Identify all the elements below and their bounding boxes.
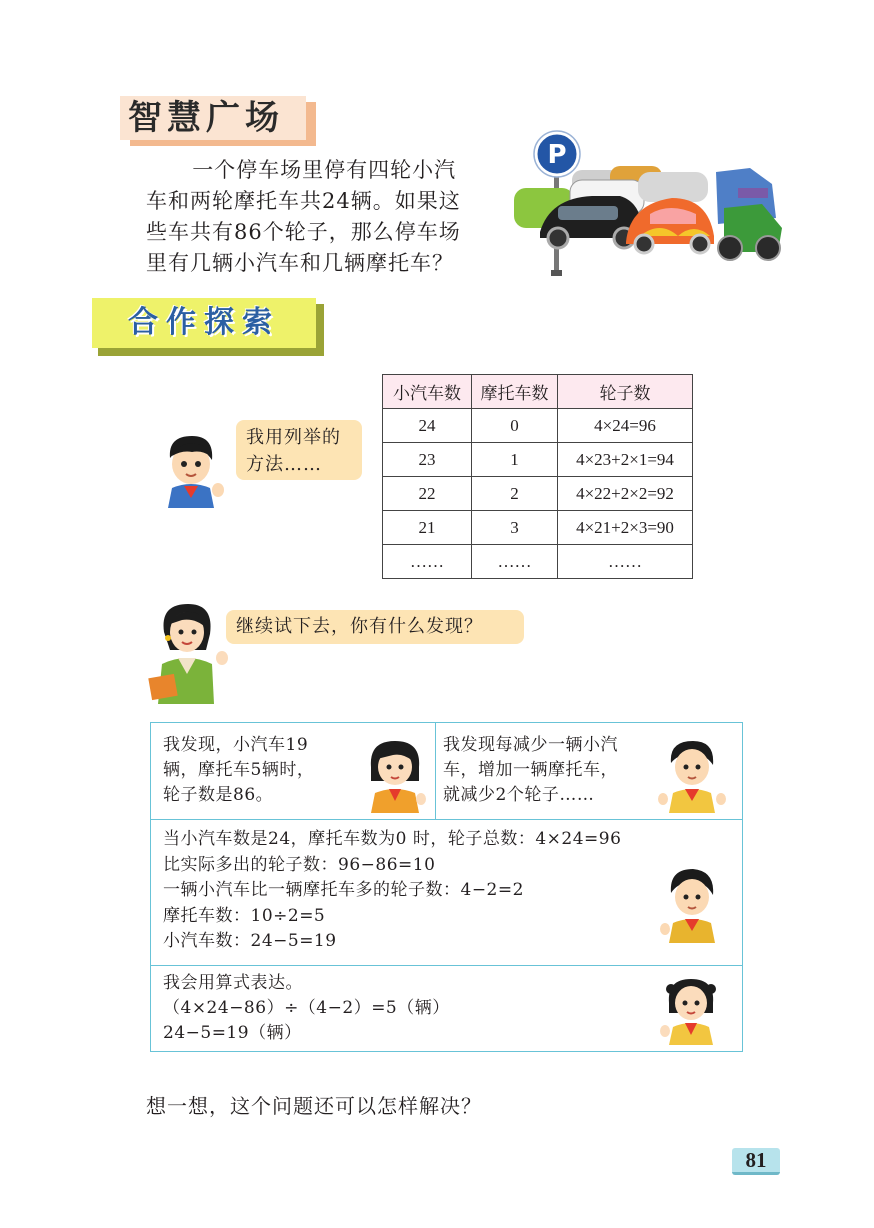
table-cell: …… (383, 545, 472, 579)
enumeration-table (382, 374, 693, 579)
table-cell: 2 (472, 477, 558, 511)
girl-character-icon (363, 737, 427, 813)
section-title-wisdom-square: 智慧广场 (120, 96, 316, 146)
page-number: 81 (732, 1148, 780, 1175)
section-title-cooperative-exploration: 合作探索 (92, 298, 324, 356)
discovery-left: 我发现，小汽车19 辆，摩托车5辆时， 轮子数是86。 (163, 735, 315, 805)
parking-sign-letter: P (547, 140, 567, 170)
table-cell: 1 (472, 443, 558, 477)
boy-character-icon (659, 867, 723, 943)
speech-bubble-continue: 继续试下去，你有什么发现？ (226, 610, 524, 644)
column-header: 轮子数 (558, 375, 693, 409)
table-header-row (383, 375, 693, 409)
table-cell: 0 (472, 409, 558, 443)
final-question: 想一想，这个问题还可以怎样解决？ (146, 1094, 482, 1118)
column-header: 小汽车数 (383, 375, 472, 409)
parking-lot-illustration (510, 132, 785, 280)
table-cell: 4×21+2×3=90 (558, 511, 693, 545)
table-cell: 21 (383, 511, 472, 545)
speech-bubble-enumeration: 我用列举的 方法…… (236, 420, 362, 480)
girl-character-icon (661, 975, 721, 1045)
table-row (383, 443, 693, 477)
column-header: 摩托车数 (472, 375, 558, 409)
table-cell: 3 (472, 511, 558, 545)
table-cell: 22 (383, 477, 472, 511)
table-cell: 4×24=96 (558, 409, 693, 443)
discoveries-row-top (151, 723, 742, 820)
table-cell: …… (472, 545, 558, 579)
discoveries-row-bottom (151, 965, 742, 1051)
problem-text: 一个停车场里停有四轮小汽 车和两轮摩托车共24辆。如果这 些车共有86个轮子，那么停车场 里有几辆小汽车和几辆摩托车？ (146, 158, 461, 275)
discoveries-row-middle (151, 819, 742, 966)
table-cell: 23 (383, 443, 472, 477)
formula-expression: 我会用算式表达。 （4×24−86）÷（4−2）=5（辆） 24−5=19（辆） (163, 973, 450, 1043)
table-row (383, 409, 693, 443)
discoveries-box (150, 722, 743, 1052)
table-cell: …… (558, 545, 693, 579)
boy-character-icon (156, 430, 228, 508)
table-row (383, 477, 693, 511)
table-cell: 4×22+2×2=92 (558, 477, 693, 511)
table-row (383, 545, 693, 579)
table-cell: 24 (383, 409, 472, 443)
reasoning-steps: 当小汽车数是24，摩托车数为0 时，轮子总数：4×24=96 比实际多出的轮子数：96−86=10 一辆小汽车比一辆摩托车多的轮子数：4−2=2 摩托车数：10÷2=5 小汽车数：24−5=19 (163, 829, 622, 951)
table-cell: 4×23+2×1=94 (558, 443, 693, 477)
boy-character-icon (657, 737, 727, 813)
table-row (383, 511, 693, 545)
teacher-character-icon (146, 598, 230, 704)
discovery-right: 我发现每减少一辆小汽 车，增加一辆摩托车， 就减少2个轮子…… (443, 735, 618, 805)
